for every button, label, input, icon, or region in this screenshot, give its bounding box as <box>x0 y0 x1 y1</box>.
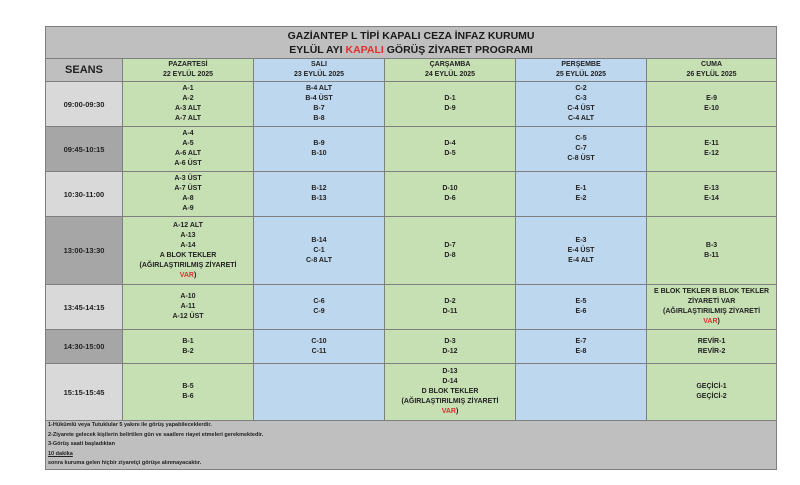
day-header-thursday <box>516 59 647 82</box>
ward-entry: B-13 <box>311 195 327 202</box>
day-header-friday <box>647 59 777 82</box>
ward-entry: A-6 ÜST <box>174 160 202 167</box>
slot-tuesday <box>254 330 385 364</box>
ward-entry: D-7 <box>444 241 456 249</box>
ward-entry: D-10 <box>442 185 458 192</box>
day-date: 25 EYLÜL 2025 <box>555 71 607 78</box>
session-time: 13:45-14:15 <box>46 285 123 330</box>
footnote-3-pre: 3-Görüş saati başladıktan <box>48 441 115 447</box>
var-highlight: VAR <box>441 408 456 415</box>
ward-entry: B-10 <box>311 150 327 157</box>
slot-tuesday <box>254 364 385 421</box>
slot-friday <box>647 364 777 421</box>
ward-entry: D BLOK TEKLER <box>421 388 479 395</box>
title-line-2-pre: EYLÜL AYI <box>289 43 346 56</box>
slot-monday <box>123 364 254 421</box>
ward-entry: C-4 ALT <box>567 115 595 122</box>
session-time: 09:00-09:30 <box>46 82 123 127</box>
day-header-wednesday <box>385 59 516 82</box>
day-name: ÇARŞAMBA <box>429 61 471 68</box>
session-time: 10:30-11:00 <box>46 172 123 217</box>
ward-entry: E-14 <box>704 195 719 202</box>
ward-entry: A-12 ALT <box>173 221 203 229</box>
ward-entry: B-8 <box>313 115 325 122</box>
session-time: 13:00-13:30 <box>46 217 123 285</box>
footnote-3-underlined: 10 dakika <box>48 450 73 457</box>
schedule-table <box>45 26 777 470</box>
slot-wednesday <box>385 330 516 364</box>
var-highlight: VAR <box>703 318 718 325</box>
slot-friday <box>647 127 777 172</box>
ward-entry: B-9 <box>313 140 325 147</box>
slot-wednesday <box>385 217 516 285</box>
ward-entry: E-9 <box>706 95 717 102</box>
ward-entry: D-14 <box>442 378 458 385</box>
ward-entry: B-14 <box>311 236 327 244</box>
ward-entry: E-11 <box>704 140 719 147</box>
ward-entry: D-1 <box>444 95 456 102</box>
ward-entry: E-3 <box>575 236 587 244</box>
ward-entry: REVİR-1 <box>697 337 726 345</box>
ward-entry: A-12 ÜST <box>172 313 204 320</box>
ward-entry: C-10 <box>311 337 327 345</box>
ward-entry: D-9 <box>444 105 456 112</box>
ward-entry: REVİR-2 <box>697 347 726 355</box>
ward-entry: B-12 <box>311 185 327 192</box>
ward-entry: D-12 <box>442 347 458 355</box>
ward-entry: B-6 <box>182 393 194 400</box>
session-time: 09:45-10:15 <box>46 127 123 172</box>
aggravated-visit-note <box>647 317 776 327</box>
ward-entry: A-9 <box>182 205 194 212</box>
slot-thursday <box>516 172 647 217</box>
slot-wednesday <box>385 127 516 172</box>
slot-friday <box>647 330 777 364</box>
ward-entry: B-11 <box>704 251 719 259</box>
ward-entry: B-4 ÜST <box>305 95 333 102</box>
footnote-1: 1-Hükümlü veya Tutuklular 5 yakını ile görüş yapabileceklerdir. <box>48 422 212 428</box>
footnote-2: 2-Ziyarete gelecek kişilerin belirtilen gün ve saatlere riayet etmeleri gerekmektedir. <box>48 431 264 438</box>
closing-paren: ) <box>455 408 459 415</box>
ward-entry: ZİYARETİ VAR <box>687 298 736 305</box>
slot-tuesday <box>254 172 385 217</box>
footnote-3 <box>48 440 776 469</box>
ward-entry: (AĞIRLAŞTIRILMIŞ ZİYARETİ <box>663 308 761 315</box>
ward-entry: D-13 <box>442 368 458 375</box>
ward-entry: E-5 <box>575 298 587 305</box>
ward-entry: D-5 <box>444 150 456 157</box>
schedule-row <box>46 285 777 330</box>
day-name: SALI <box>311 61 327 68</box>
slot-monday <box>123 172 254 217</box>
schedule-row <box>46 127 777 172</box>
ward-entry: A-5 <box>182 140 194 147</box>
ward-entry: A-7 ALT <box>174 115 202 122</box>
ward-entry: E-6 <box>575 308 587 315</box>
ward-entry: (AĞIRLAŞTIRILMIŞ ZİYARETİ <box>401 398 499 405</box>
schedule-row <box>46 217 777 285</box>
ward-entry: E-1 <box>575 185 587 192</box>
footnotes <box>46 421 777 470</box>
ward-entry: B-4 ALT <box>305 85 333 92</box>
ward-entry: B-1 <box>182 337 194 345</box>
ward-entry: C-6 <box>313 298 325 305</box>
ward-entry: E-4 ÜST <box>567 246 595 254</box>
ward-entry: A-6 ALT <box>174 150 202 157</box>
ward-entry: A-7 ÜST <box>174 185 202 192</box>
ward-entry: D-11 <box>442 308 458 315</box>
ward-entry: A-8 <box>182 195 194 202</box>
seans-header: SEANS <box>46 59 123 82</box>
ward-entry: E-4 ALT <box>568 256 594 264</box>
title-line-2 <box>46 43 776 57</box>
ward-entry: A-1 <box>182 85 194 92</box>
schedule-row <box>46 82 777 127</box>
slot-thursday <box>516 217 647 285</box>
ward-entry: C-1 <box>313 246 325 254</box>
footnote-3-post: sonra kuruma gelen hiçbir ziyaretçi görüşe alınmayacaktır. <box>48 460 202 466</box>
slot-monday <box>123 82 254 127</box>
schedule-body <box>46 82 777 421</box>
slot-friday <box>647 82 777 127</box>
ward-entry: D-8 <box>444 251 456 259</box>
ward-entry: E-10 <box>704 105 719 112</box>
slot-wednesday <box>385 172 516 217</box>
slot-friday <box>647 172 777 217</box>
slot-thursday <box>516 285 647 330</box>
ward-entry: C-9 <box>313 308 325 315</box>
ward-entry: A BLOK TEKLER <box>159 251 217 259</box>
day-header-monday <box>123 59 254 82</box>
day-date: 23 EYLÜL 2025 <box>293 71 345 78</box>
title-line-2-post: GÖRÜŞ ZİYARET PROGRAMI <box>383 43 533 56</box>
ward-entry: C-4 ÜST <box>567 105 595 112</box>
day-date: 26 EYLÜL 2025 <box>686 71 737 78</box>
slot-thursday <box>516 330 647 364</box>
slot-wednesday <box>385 285 516 330</box>
schedule-row <box>46 364 777 421</box>
ward-entry: C-5 <box>575 135 587 142</box>
title-highlight: KAPALI <box>345 43 384 56</box>
ward-entry: C-11 <box>311 347 327 355</box>
ward-entry: A-4 <box>182 130 194 137</box>
schedule-row <box>46 330 777 364</box>
ward-entry: C-8 ALT <box>305 256 333 264</box>
slot-monday <box>123 330 254 364</box>
ward-entry: (AĞIRLAŞTIRILMIŞ ZİYARETİ <box>139 261 237 269</box>
slot-tuesday <box>254 127 385 172</box>
aggravated-visit-note <box>385 407 515 417</box>
slot-tuesday <box>254 82 385 127</box>
ward-entry: E BLOK TEKLER B BLOK TEKLER <box>653 288 770 295</box>
ward-entry: A-2 <box>182 95 194 102</box>
slot-friday <box>647 285 777 330</box>
ward-entry: D-3 <box>444 337 456 345</box>
ward-entry: A-11 <box>180 303 196 310</box>
ward-entry: E-12 <box>704 150 719 157</box>
title-line-1: GAZİANTEP L TİPİ KAPALI CEZA İNFAZ KURUMU <box>287 29 535 42</box>
ward-entry: E-13 <box>704 185 719 192</box>
ward-entry: C-7 <box>575 145 587 152</box>
day-name: PAZARTESİ <box>168 61 208 68</box>
slot-wednesday <box>385 364 516 421</box>
ward-entry: E-2 <box>575 195 587 202</box>
day-name: PERŞEMBE <box>561 61 601 68</box>
ward-entry: E-7 <box>575 337 587 345</box>
day-name: CUMA <box>701 61 723 68</box>
ward-entry: C-2 <box>575 85 587 92</box>
var-highlight: VAR <box>179 271 194 279</box>
ward-entry: C-3 <box>575 95 587 102</box>
ward-entry: D-4 <box>444 140 456 147</box>
slot-monday <box>123 127 254 172</box>
slot-thursday <box>516 127 647 172</box>
ward-entry: GEÇİCİ-2 <box>696 393 727 400</box>
slot-thursday <box>516 364 647 421</box>
ward-entry: GEÇİCİ-1 <box>696 383 727 390</box>
slot-friday <box>647 217 777 285</box>
slot-monday <box>123 285 254 330</box>
aggravated-visit-note <box>123 271 253 281</box>
closing-paren: ) <box>717 318 720 325</box>
ward-entry: E-8 <box>575 347 587 355</box>
slot-tuesday <box>254 217 385 285</box>
day-date: 24 EYLÜL 2025 <box>424 71 476 78</box>
ward-entry: D-6 <box>444 195 456 202</box>
ward-entry: A-3 ÜST <box>174 175 202 182</box>
ward-entry: B-3 <box>705 241 718 249</box>
session-time: 15:15-15:45 <box>46 364 123 421</box>
ward-entry: A-3 ALT <box>174 105 202 112</box>
day-header-tuesday <box>254 59 385 82</box>
slot-wednesday <box>385 82 516 127</box>
ward-entry: D-2 <box>444 298 456 305</box>
ward-entry: B-5 <box>182 383 194 390</box>
ward-entry: A-14 <box>180 241 196 249</box>
ward-entry: C-8 ÜST <box>567 155 595 162</box>
ward-entry: A-10 <box>180 293 196 300</box>
ward-entry: A-13 <box>180 231 196 239</box>
slot-thursday <box>516 82 647 127</box>
closing-paren: ) <box>193 271 197 279</box>
visit-schedule-sheet <box>45 26 776 470</box>
ward-entry: B-2 <box>182 347 194 355</box>
schedule-row <box>46 172 777 217</box>
day-date: 22 EYLÜL 2025 <box>162 71 214 78</box>
session-time: 14:30-15:00 <box>46 330 123 364</box>
ward-entry: B-7 <box>313 105 325 112</box>
schedule-title <box>46 27 777 59</box>
slot-monday <box>123 217 254 285</box>
slot-tuesday <box>254 285 385 330</box>
